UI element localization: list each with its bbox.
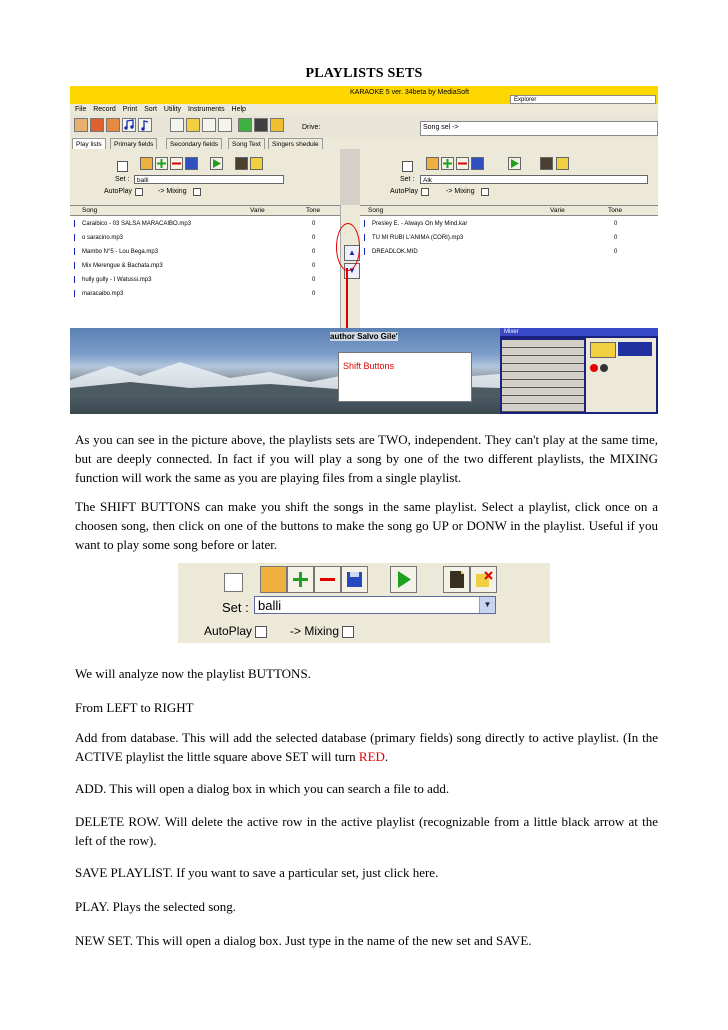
karaoke-screenshot <box>70 86 658 414</box>
paragraph-add-from-database-end: . <box>384 749 389 764</box>
song-name: DREADLOK.MID <box>372 249 418 255</box>
add-from-database-button[interactable] <box>140 157 153 170</box>
tab-bar <box>70 137 658 149</box>
column-song[interactable]: Song <box>368 207 384 214</box>
mixing-checkbox[interactable] <box>193 188 201 196</box>
song-tone: 0 <box>312 291 316 297</box>
author-text: author Salvo Gile' <box>330 332 398 341</box>
mixer-controls <box>586 338 656 412</box>
tab-song-text[interactable]: Song Text <box>228 138 265 150</box>
record-indicator-icon <box>590 364 598 372</box>
table-row[interactable] <box>74 274 322 286</box>
mixer-channel[interactable] <box>502 388 584 396</box>
autoplay-label: AutoPlay <box>390 188 419 195</box>
add-from-database-button[interactable] <box>260 566 287 593</box>
toolbar-button-3[interactable] <box>106 118 120 132</box>
mixer-channel[interactable] <box>502 396 584 404</box>
person-icon[interactable] <box>218 118 232 132</box>
new-set-button[interactable] <box>540 157 553 170</box>
song-tone: 0 <box>312 263 316 269</box>
save-playlist-button[interactable] <box>341 566 368 593</box>
autoplay-checkbox[interactable] <box>421 188 429 196</box>
shift-up-button[interactable]: ▲ <box>344 245 360 261</box>
save-playlist-button[interactable] <box>471 157 484 170</box>
stop-icon[interactable] <box>254 118 268 132</box>
drive-label: Drive: <box>302 124 321 131</box>
right-playlist-controls <box>360 149 658 199</box>
mixer-channel[interactable] <box>502 340 584 348</box>
delete-row-button[interactable] <box>456 157 469 170</box>
music-note-icon <box>74 248 80 255</box>
song-tone: 0 <box>614 235 618 241</box>
song-tone: 0 <box>312 235 316 241</box>
music-note-icon <box>364 248 370 255</box>
music-note-icon <box>74 220 80 227</box>
active-indicator-square <box>402 161 413 172</box>
menu-help[interactable]: Help <box>231 106 246 113</box>
active-indicator-square <box>224 573 243 592</box>
paragraph-add-from-database-text: Add from database. This will add the selected database (primary fields) song directly to active playlist. (In the ACTIVE playlist the little square above SET will turn <box>75 730 658 764</box>
tab-play-lists[interactable]: Play lists <box>72 138 106 150</box>
folder-icon[interactable] <box>186 118 200 132</box>
set-label: Set : <box>115 176 130 183</box>
song-tone: 0 <box>312 249 316 255</box>
mixing-checkbox[interactable] <box>342 626 354 638</box>
tab-secondary-fields[interactable]: Secondary fields <box>166 138 222 150</box>
page-title: PLAYLISTS SETS <box>305 66 423 81</box>
table-row[interactable] <box>74 288 322 300</box>
shift-buttons-callout <box>338 352 472 402</box>
song-name: hully gully - I Watussi.mp3 <box>82 277 152 283</box>
app-title-bar <box>70 86 658 104</box>
play-button[interactable] <box>508 157 521 170</box>
add-button[interactable] <box>441 157 454 170</box>
tab-primary-fields[interactable]: Primary fields <box>110 138 157 150</box>
paragraph-play: PLAY. Plays the selected song. <box>75 899 237 914</box>
song-name: TU MI RUBI L'ANIMA (CORI).mp3 <box>372 235 464 241</box>
set-select-value: balli <box>258 598 282 613</box>
play-icon[interactable] <box>238 118 252 132</box>
add-button[interactable] <box>287 566 314 593</box>
song-name: o saracino.mp3 <box>82 235 124 241</box>
paragraph-intro: As you can see in the picture above, the playlists sets are TWO, independent. They can't play at the same time, but are deeply connected. In fact if you will play a song by one of the two different playlists, the MIXING function will work the same as you are playing files from a single playlist. <box>75 432 658 485</box>
pause-icon[interactable] <box>270 118 284 132</box>
menu-utility[interactable]: Utility <box>163 106 182 113</box>
tab-singers-shedule[interactable]: Singers shedule <box>268 138 323 150</box>
column-tone[interactable]: Tone <box>608 207 623 214</box>
delete-set-button[interactable] <box>470 566 497 593</box>
column-tone[interactable]: Tone <box>306 207 321 214</box>
autoplay-checkbox[interactable] <box>255 626 267 638</box>
song-tone: 0 <box>312 221 316 227</box>
song-name: Mambo N°5 - Lou Bega.mp3 <box>82 249 159 255</box>
music-note-icon <box>74 290 80 297</box>
menu-sort[interactable]: Sort <box>144 106 157 113</box>
mixer-channel[interactable] <box>502 356 584 364</box>
set-label: Set : <box>222 600 249 615</box>
paragraph-add-from-database <box>75 728 658 766</box>
red-word: RED <box>358 749 385 764</box>
song-name: Presley E. - Always On My Mind.kar <box>372 221 468 227</box>
toolbar-button-2[interactable] <box>90 118 104 132</box>
song-name: maracaibo.mp3 <box>82 291 124 297</box>
paragraph-analyze: We will analyze now the playlist BUTTONS. <box>75 666 311 681</box>
save-playlist-button[interactable] <box>185 157 198 170</box>
music-note-icon[interactable] <box>138 118 152 132</box>
table-row[interactable] <box>364 232 624 244</box>
shift-down-button[interactable]: ▼ <box>344 263 360 279</box>
new-set-button[interactable] <box>235 157 248 170</box>
set-select[interactable]: balli <box>134 175 284 184</box>
delete-row-button[interactable] <box>314 566 341 593</box>
set-label: Set : <box>400 176 415 183</box>
autoplay-checkbox[interactable] <box>135 188 143 196</box>
set-select[interactable] <box>254 596 496 614</box>
shift-buttons-highlight <box>336 223 360 271</box>
spectrum-display <box>618 342 652 356</box>
paragraph-delete-row: DELETE ROW. Will delete the active row in the active playlist (recognizable from a little black arrow at the left of the row). <box>75 814 658 848</box>
delete-row-button[interactable] <box>170 157 183 170</box>
music-note-icon <box>364 220 370 227</box>
add-button[interactable] <box>155 157 168 170</box>
left-playlist-controls <box>70 149 340 199</box>
status-indicator-icon <box>600 364 608 372</box>
song-tone: 0 <box>614 249 618 255</box>
table-header <box>70 206 340 216</box>
search-icon[interactable] <box>202 118 216 132</box>
song-sel-label: Song sel -> <box>423 124 459 131</box>
music-note-icon <box>364 234 370 241</box>
table-header <box>360 206 658 216</box>
play-button[interactable] <box>390 566 417 593</box>
mixer-channel[interactable] <box>502 364 584 372</box>
table-row[interactable] <box>74 218 322 230</box>
music-note-icon <box>74 234 80 241</box>
app-title: KARAOKE 5 ver. 34beta by MediaSoft <box>350 89 470 96</box>
paragraph-left-to-right: From LEFT to RIGHT <box>75 700 194 715</box>
song-tone: 0 <box>312 277 316 283</box>
mixing-label: -> Mixing <box>158 188 187 195</box>
mixing-label: -> Mixing <box>446 188 475 195</box>
paragraph-shift-buttons: The SHIFT BUTTONS can make you shift the songs in the same playlist. Select a playlist, click once on a choosen song, then click on one of the buttons to make the song go UP or DONW in the playlist. Useful if you want to play some song before or later. <box>75 499 658 552</box>
mixer-channel[interactable] <box>502 380 584 388</box>
mixer-channel[interactable] <box>502 404 584 412</box>
explorer-field[interactable]: Explorer <box>510 95 656 104</box>
paragraph-save-playlist: SAVE PLAYLIST. If you want to save a particular set, just click here. <box>75 865 439 880</box>
delete-set-button[interactable] <box>556 157 569 170</box>
music-note-icon <box>74 276 80 283</box>
column-varie[interactable]: Varie <box>250 207 265 214</box>
table-row[interactable] <box>364 218 624 230</box>
song-name: Caraibico - 03 SALSA MARACAIBO.mp3 <box>82 221 192 227</box>
main-toolbar <box>70 115 658 138</box>
mixer-button[interactable] <box>590 342 616 358</box>
mixer-channel[interactable] <box>502 372 584 380</box>
toolbar-button-1[interactable] <box>74 118 88 132</box>
mixing-label: -> Mixing <box>290 624 340 638</box>
menu-print[interactable]: Print <box>122 106 138 113</box>
song-tone: 0 <box>614 221 618 227</box>
shift-buttons-pointer <box>346 268 348 328</box>
add-from-database-button[interactable] <box>426 157 439 170</box>
menu-bar <box>70 104 658 115</box>
set-select[interactable]: Alk <box>420 175 648 184</box>
mixer-channel[interactable] <box>502 348 584 356</box>
table-row[interactable] <box>74 232 322 244</box>
delete-set-button[interactable] <box>250 157 263 170</box>
play-button[interactable] <box>210 157 223 170</box>
column-song[interactable]: Song <box>82 207 98 214</box>
table-row[interactable] <box>74 260 322 272</box>
column-varie[interactable]: Varie <box>550 207 565 214</box>
music-note-icon[interactable] <box>122 118 136 132</box>
bottom-strip <box>70 328 658 414</box>
active-indicator-square <box>117 161 128 172</box>
song-name: Mix Merengue & Bachata.mp3 <box>82 263 163 269</box>
menu-record[interactable]: Record <box>93 106 116 113</box>
autoplay-label: AutoPlay <box>104 188 133 195</box>
mixer-panel <box>500 328 658 414</box>
menu-file[interactable]: File <box>75 106 87 113</box>
playlist-buttons-screenshot <box>178 563 550 643</box>
mixer-title: Mixer <box>500 328 658 336</box>
table-row[interactable] <box>74 246 322 258</box>
new-set-button[interactable] <box>443 566 470 593</box>
paragraph-new-set: NEW SET. This will open a dialog box. Just type in the name of the new set and SAVE. <box>75 933 532 948</box>
table-row[interactable] <box>364 246 624 258</box>
chevron-down-icon[interactable]: ▼ <box>479 597 495 613</box>
mixing-option[interactable] <box>290 624 354 638</box>
mixing-checkbox[interactable] <box>481 188 489 196</box>
autoplay-label: AutoPlay <box>204 624 253 638</box>
autoplay-option[interactable] <box>204 624 267 638</box>
menu-instruments[interactable]: Instruments <box>188 106 225 113</box>
shift-buttons-callout-label: Shift Buttons <box>343 361 395 371</box>
music-note-icon <box>74 262 80 269</box>
paragraph-add: ADD. This will open a dialog box in which you can search a file to add. <box>75 781 450 796</box>
scissors-icon[interactable] <box>170 118 184 132</box>
